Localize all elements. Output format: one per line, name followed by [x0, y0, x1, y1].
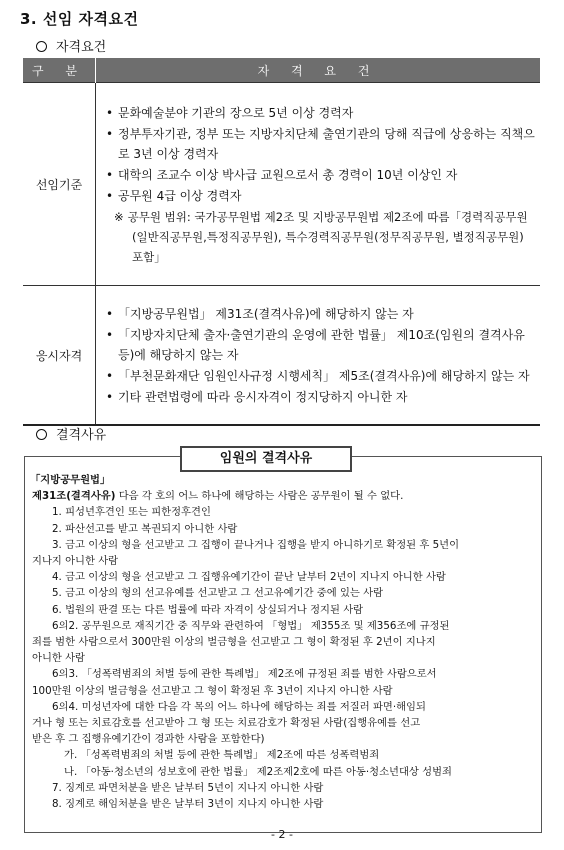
- article-title: 제31조(결격사유): [32, 490, 116, 503]
- clause: 8. 징계로 해임처분을 받은 날부터 3년이 지나지 아니한 사람: [52, 798, 324, 811]
- circle-bullet-icon: [36, 429, 47, 440]
- list-item: • 「지방공무원법」 제31조(결격사유)에 해당하지 않는 자: [104, 304, 536, 324]
- list-item: • 문화예술분야 기관의 장으로 5년 이상 경력자: [104, 103, 536, 123]
- row-content: [96, 286, 541, 426]
- note-mark: ※: [114, 209, 124, 224]
- clause: 5. 금고 이상의 형의 선고유예를 선고받고 그 선고유예기간 중에 있는 사람: [52, 587, 384, 600]
- clause: 2. 파산선고를 받고 복권되지 아니한 사람: [52, 522, 238, 535]
- note-text: 공무원 범위: 국가공무원법 제2조 및 지방공무원법 제2조에 따름「경력직공무원(일반직공무원,특정직공무원), 특수경력직공무원(정무직공무원, 별정직공무원) 포함」: [127, 209, 528, 264]
- section-title: 3. 선임 자격요건: [20, 10, 139, 28]
- subsection-title: 자격요건: [56, 40, 107, 55]
- clause: 1. 피성년후견인 또는 피한정후견인: [52, 506, 211, 519]
- clause: 100만원 이상의 벌금형을 선고받고 그 형이 확정된 후 3년이 지나지 아니한 사람: [32, 684, 393, 697]
- clause: 아니한 사람: [32, 652, 86, 665]
- clause: 3. 금고 이상의 형을 선고받고 그 집행이 끝나거나 집행을 받지 아니하기로 확정된 후 5년이: [52, 538, 460, 551]
- list-item: • 「부천문화재단 임원인사규정 시행세칙」 제5조(결격사유)에 해당하지 않는 자: [104, 366, 536, 386]
- article: [30, 488, 535, 504]
- list-item: • 공무원 4급 이상 경력자: [104, 186, 536, 206]
- list-item: • 「지방자치단체 출자·출연기관의 운영에 관한 법률」 제10조(임원의 결격사유 등)에 해당하지 않는 자: [104, 325, 536, 365]
- clause: 거나 형 또는 치료감호를 선고받아 그 형 또는 치료감호가 확정된 사람(집행유예를 선고: [32, 717, 421, 730]
- clause: 6의4. 미성년자에 대한 다음 각 목의 어느 하나에 해당하는 죄를 저질러 파면·해임되: [52, 700, 426, 713]
- circle-bullet-icon: [36, 41, 47, 52]
- clause: 6의2. 공무원으로 재직기간 중 직무와 관련하여 「형법」 제355조 및 제356조에 규정된: [52, 619, 450, 632]
- subsection-title: 결격사유: [56, 428, 107, 443]
- subsection-requirements: [36, 36, 106, 55]
- clause: 7. 징계로 파면처분을 받은 날부터 5년이 지나지 아니한 사람: [52, 781, 324, 794]
- clause: 4. 금고 이상의 형을 선고받고 그 집행유예기간이 끝난 날부터 2년이 지나지 아니한 사람: [52, 571, 446, 584]
- clause: 6의3. 「성폭력범죄의 처벌 등에 관한 특례법」 제2조에 규정된 죄를 범한 사람으로서: [52, 668, 437, 681]
- note: [104, 207, 536, 267]
- clause: 죄를 범한 사람으로서 300만원 이상의 벌금형을 선고받고 그 형이 확정된 후 2년이 지나지: [32, 636, 436, 649]
- header-category: 구 분: [23, 58, 96, 83]
- subsection-disqualification: [36, 424, 106, 443]
- law-name: 「지방공무원법」: [30, 474, 111, 486]
- list-item: • 대학의 조교수 이상 박사급 교원으로서 총 경력이 10년 이상인 자: [104, 165, 536, 185]
- box-content: [30, 472, 535, 812]
- requirements-table: [23, 58, 540, 426]
- clause: 지나지 아니한 사람: [32, 555, 119, 568]
- table-row: [23, 83, 540, 286]
- box-title: 임원의 결격사유: [180, 446, 352, 472]
- row-category: 응시자격: [23, 286, 96, 426]
- row-category: 선임기준: [23, 83, 96, 286]
- article-text: 다음 각 호의 어느 하나에 해당하는 사람은 공무원이 될 수 없다.: [115, 490, 404, 503]
- list-item: • 기타 관련법령에 따라 응시자격이 정지당하지 아니한 자: [104, 387, 536, 407]
- page-number: - 2 -: [271, 828, 293, 841]
- table-row: [23, 286, 540, 426]
- clause: 받은 후 그 집행유예기간이 경과한 사람을 포함한다): [32, 733, 265, 746]
- clause: 가. 「성폭력범죄의 처벌 등에 관한 특례법」 제2조에 따른 성폭력범죄: [64, 749, 380, 762]
- row-content: [96, 83, 541, 286]
- list-item: • 정부투자기관, 정부 또는 지방자치단체 출연기관의 당해 직급에 상응하는 직책으로 3년 이상 경력자: [104, 124, 536, 164]
- clause: 나. 「아동·청소년의 성보호에 관한 법률」 제2조제2호에 따른 아동·청소년대상 성범죄: [64, 765, 452, 778]
- header-content: 자 격 요 건: [96, 58, 541, 83]
- clause: 6. 법원의 판결 또는 다른 법률에 따라 자격이 상실되거나 정지된 사람: [52, 603, 364, 616]
